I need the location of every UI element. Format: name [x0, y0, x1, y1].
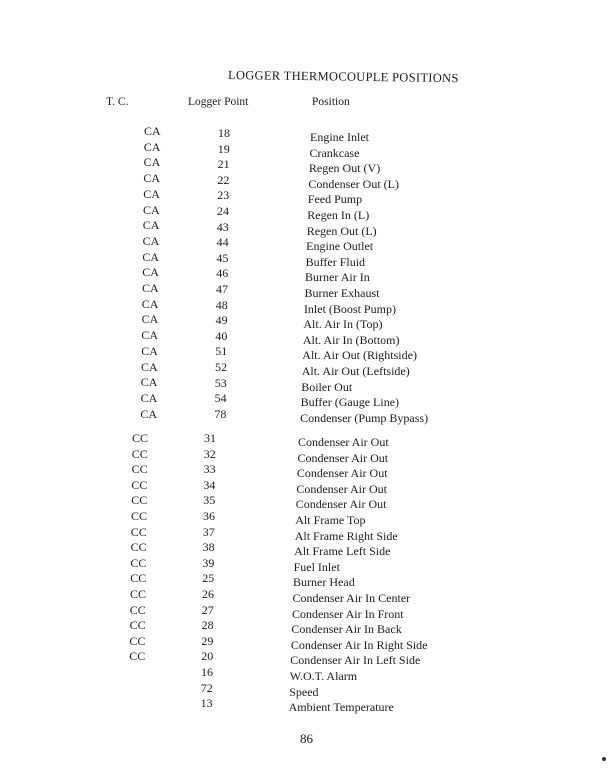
- tc-type: CA: [141, 328, 159, 343]
- logger-point: 25: [202, 571, 215, 586]
- position-label: Condenser (Pump Bypass): [300, 410, 429, 425]
- position-label: Condenser Air Out: [298, 435, 389, 449]
- position-label: Engine Outlet: [306, 239, 374, 254]
- logger-point: 78: [214, 406, 227, 421]
- logger-point: 18: [218, 126, 230, 140]
- position-label: Ambient Temperature: [288, 700, 394, 715]
- position-label: Alt. Air Out (Rightside): [302, 348, 417, 363]
- tc-type: CC: [129, 649, 146, 664]
- tc-type: CC: [130, 540, 147, 555]
- position-label: Fuel Inlet: [293, 559, 340, 574]
- tc-type: CA: [143, 202, 160, 217]
- logger-point: 52: [215, 360, 227, 374]
- tc-type: CC: [130, 587, 147, 601]
- tc-type: CC: [132, 431, 149, 445]
- position-label: Condenser Air In Back: [291, 622, 402, 637]
- tc-type: CA: [140, 390, 158, 405]
- header-logger-point: Logger Point: [188, 96, 249, 108]
- tc-type: CA: [142, 218, 160, 233]
- tc-type: CA: [143, 186, 160, 201]
- logger-point: 33: [203, 462, 216, 477]
- logger-point: 72: [200, 680, 213, 695]
- tc-type: CA: [141, 312, 159, 327]
- logger-point: 34: [203, 477, 216, 492]
- logger-point: 54: [214, 391, 227, 406]
- position-label: Alt. Air Out (Leftside): [301, 364, 410, 378]
- logger-point: 13: [200, 696, 213, 711]
- logger-point: 39: [202, 555, 215, 570]
- position-label: Condenser Air In Right Side: [290, 637, 428, 652]
- position-label: Condenser Air Out: [296, 466, 388, 481]
- logger-point: 37: [202, 524, 215, 539]
- position-label: Condenser Air Out: [297, 450, 389, 465]
- logger-point: 19: [217, 141, 230, 156]
- position-label: Burner Exhaust: [304, 286, 380, 300]
- position-label: Regen In (L): [307, 208, 370, 222]
- logger-point: 27: [201, 602, 214, 617]
- tc-type: CC: [131, 493, 148, 508]
- position-label: Feed Pump: [307, 192, 363, 207]
- position-label: Condenser Air In Left Side: [290, 653, 421, 668]
- logger-point: 23: [217, 188, 230, 203]
- position-label: Buffer (Gauge Line): [300, 395, 400, 410]
- position-label: Buffer Fluid: [305, 254, 366, 269]
- logger-point: 48: [215, 297, 228, 312]
- scan-mark: [602, 757, 606, 761]
- tc-type: CA: [143, 139, 161, 154]
- logger-point: 40: [215, 328, 228, 343]
- position-label: Alt Frame Left Side: [294, 544, 391, 559]
- position-label: Inlet (Boost Pump): [303, 301, 396, 316]
- page-number: 86: [300, 731, 313, 746]
- logger-point: 32: [203, 446, 216, 461]
- tc-type: CC: [129, 618, 146, 633]
- logger-point: 38: [202, 540, 215, 555]
- position-label: Crankcase: [309, 145, 360, 160]
- logger-point: 49: [215, 313, 228, 328]
- tc-type: CC: [131, 462, 148, 477]
- logger-point: 20: [201, 649, 214, 664]
- tc-type: CA: [142, 249, 160, 264]
- logger-point: 24: [217, 204, 229, 218]
- position-label: W.O.T. Alarm: [289, 669, 358, 683]
- logger-point: 43: [216, 219, 229, 234]
- position-label: Regen Out (L): [306, 223, 377, 238]
- tc-type: CA: [144, 124, 161, 138]
- logger-point: 51: [215, 344, 228, 359]
- logger-point: 53: [214, 375, 227, 390]
- tc-type: CA: [143, 155, 161, 170]
- tc-type: CC: [129, 602, 146, 617]
- tc-type: CA: [140, 406, 158, 421]
- tc-type: CC: [130, 555, 147, 570]
- position-label: Condenser Air Out: [296, 481, 387, 496]
- tc-type: CC: [130, 524, 147, 539]
- position-label: Speed: [289, 684, 319, 699]
- tc-type: CC: [130, 571, 147, 586]
- tc-type: CA: [142, 281, 159, 295]
- tc-type: CA: [141, 343, 158, 358]
- tc-type: CC: [131, 446, 148, 461]
- logger-point: 21: [217, 157, 230, 172]
- position-label: Condenser Air In Front: [291, 606, 404, 621]
- position-label: Alt Frame Right Side: [294, 528, 398, 543]
- logger-point: 29: [201, 633, 214, 648]
- logger-point: 16: [201, 665, 213, 679]
- tc-type: CA: [141, 359, 158, 374]
- position-label: Condenser Out (L): [308, 176, 399, 191]
- logger-point: 35: [203, 493, 216, 508]
- tc-type: CA: [141, 296, 159, 311]
- position-label: Engine Inlet: [310, 130, 369, 144]
- position-label: Condenser Air Out: [295, 497, 387, 512]
- position-label: Alt. Air In (Top): [303, 317, 383, 332]
- header-tc: T. C.: [106, 96, 129, 108]
- position-label: Burner Head: [293, 575, 355, 590]
- page-title: LOGGER THERMOCOUPLE POSITIONS: [227, 68, 459, 86]
- logger-point: 44: [216, 235, 229, 250]
- logger-point: 47: [216, 282, 228, 296]
- tc-type: CA: [142, 265, 159, 280]
- position-label: Boiler Out: [301, 379, 353, 394]
- tc-type: CC: [129, 633, 146, 648]
- logger-point: 22: [217, 172, 230, 187]
- logger-point: 31: [204, 431, 216, 445]
- tc-type: CA: [142, 233, 160, 248]
- logger-point: 45: [216, 250, 229, 265]
- header-position: Position: [312, 96, 350, 108]
- position-label: Condenser Air In Center: [292, 591, 411, 605]
- position-label: Alt Frame Top: [295, 513, 366, 527]
- tc-type: CA: [143, 171, 161, 186]
- position-label: Burner Air In: [305, 270, 370, 285]
- tc-type: CC: [131, 477, 148, 492]
- position-label: Alt. Air In (Bottom): [302, 332, 400, 347]
- logger-point: 28: [201, 618, 214, 633]
- position-label: Regen Out (V): [308, 161, 381, 176]
- logger-point: 36: [203, 509, 215, 523]
- logger-point: 26: [202, 587, 214, 601]
- tc-type: CC: [131, 509, 148, 523]
- logger-point: 46: [216, 266, 229, 281]
- tc-type: CA: [140, 375, 158, 390]
